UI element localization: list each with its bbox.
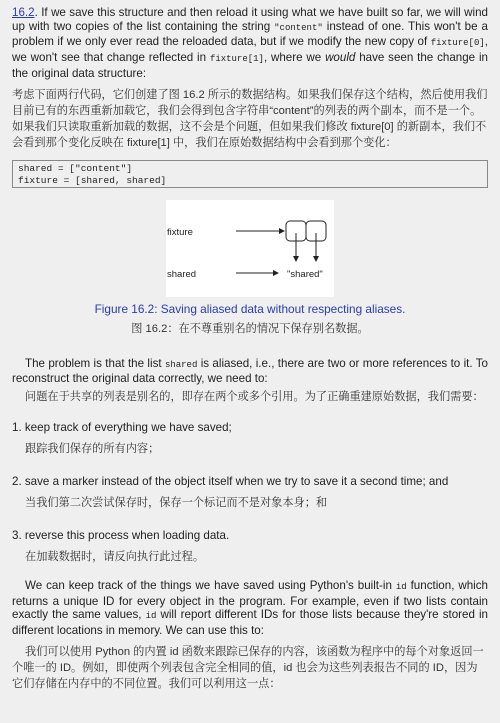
figure-link[interactable]: 16.2 [12, 6, 35, 19]
alias-diagram [166, 200, 334, 297]
inline-code: fixture[1] [209, 54, 264, 65]
inline-code: fixture[0] [430, 38, 485, 49]
list-item: 3. reverse this process when loading data. [12, 528, 230, 542]
shared-label: shared [167, 268, 197, 280]
figure-caption-zh: 图 16.2：在不尊重别名的情况下保存别名数据。 [131, 322, 369, 335]
intro-paragraph: 16.2. If we save this structure and then reload it using what we have built so far, we will wind up with two copies of the list containing the string "content" instead of one. This won't be a problem if we only ever read the reloaded data, but if we modify the new copy of fixture[0], we won't see that change reflected in fixture[1], where we would have seen the change in the original data structure: [12, 6, 488, 80]
code-line: fixture = [shared, shared] [18, 174, 167, 186]
problem-paragraph-zh: 问题在于共享的列表是别名的，即存在两个或多个引用。为了正确重建原始数据，我们需要： [25, 390, 484, 403]
figure-caption: Figure 16.2: Saving aliased data without respecting aliases. [94, 301, 406, 316]
inline-code: id [145, 611, 157, 622]
inline-code: shared [164, 359, 198, 370]
list-item: 1. keep track of everything we have saved; [12, 420, 232, 434]
list-item: 2. save a marker instead of the object itself when we try to save it a second time; and [12, 474, 449, 488]
list-item-zh: 当我们第二次尝试保存时，保存一个标记而不是对象本身；和 [25, 496, 328, 509]
inline-code: "content" [274, 22, 323, 33]
tracking-paragraph: We can keep track of the things we have saved using Python's built-in id function, which returns a unique ID for every object in the program. For example, even if two lists contain exactly the same values, id will report different IDs for those lists because they're stored in different locations in memory. We can use this to: [12, 578, 489, 638]
code-line: shared = ["content"] [18, 162, 133, 174]
fixture-label: fixture [167, 226, 193, 238]
inline-code: id [395, 581, 407, 592]
intro-paragraph-zh: 考虑下面两行代码，它们创建了图 16.2 所示的数据结构。如果我们保存这个结构，然后使用我们目前已有的东西重新加载它，我们会得到包含字符串“content”的列表的两个副本，而不是一个。如果我们只读取重新加载的数据，这不会是个问题，但如果我们修改 fixture[0] 的新副本，我们不会看到那个变化反映在 fixture[1] 中，我们在原始数据结构中会看到那个变化： [12, 88, 488, 149]
tracking-paragraph-zh: 我们可以使用 Python 的内置 id 函数来跟踪已保存的内容，该函数为程序中的每个对象返回一个唯一的 ID。例如，即使两个列表包含完全相同的值，id 也会为这些列表报告不同的 ID，因为它们存储在内存中的不同位置。我们可以利用这一点： [12, 645, 484, 690]
code-block [12, 160, 488, 188]
problem-paragraph: The problem is that the list shared is aliased, i.e., there are two or more references to it. To reconstruct the original data correctly, we need to: [12, 356, 488, 386]
list-item-zh: 在加载数据时，请反向执行此过程。 [25, 550, 205, 563]
shared-value-label: "shared" [287, 268, 323, 280]
list-item-zh: 跟踪我们保存的所有内容； [25, 442, 160, 455]
steps-list [12, 421, 488, 565]
figure-diagram [166, 200, 334, 297]
